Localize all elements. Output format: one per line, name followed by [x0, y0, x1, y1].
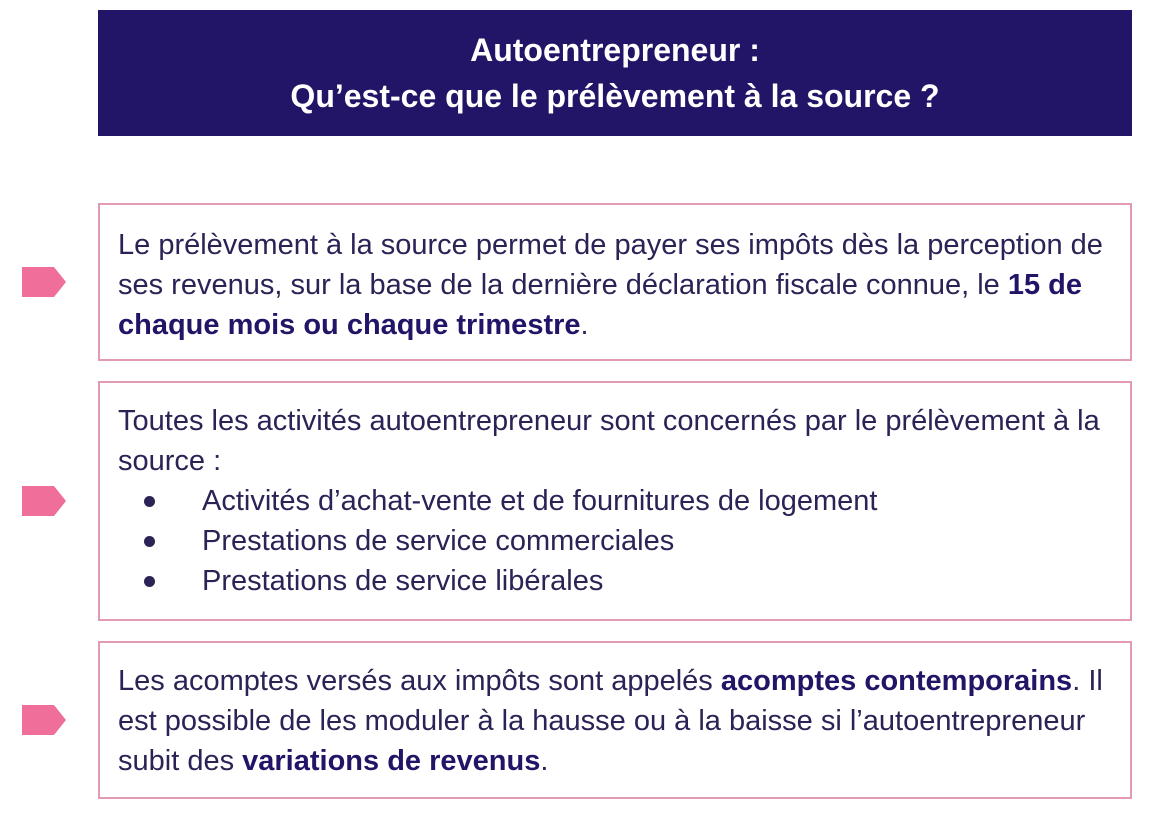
info-box-activities: [98, 381, 1132, 621]
title-line-2: Qu’est-ce que le prélèvement à la source ?: [290, 78, 940, 114]
activities-list: [118, 481, 1112, 601]
list-item-text: Activités d’achat-vente et de fournitures de logement: [202, 485, 878, 517]
box1-text-a: Le prélèvement à la source permet de payer ses impôts dès la perception de ses revenus, sur la base de la dernière déclaration fiscale connue, le: [118, 229, 1103, 301]
list-item: [118, 481, 1112, 521]
pink-tag-arrow-icon: [22, 486, 66, 516]
box3-text-a: Les acomptes versés aux impôts sont appelés: [118, 665, 721, 697]
box3-text-b: . Il est possible de les moduler à la hausse ou à la baisse si l’autoentrepreneur subit des: [118, 665, 1103, 777]
pink-tag-arrow-icon: [22, 705, 66, 735]
box3-bold-a: acomptes contemporains: [720, 665, 1073, 697]
list-item-text: Prestations de service commerciales: [202, 525, 675, 557]
list-item: [118, 561, 1112, 601]
box1-bold-a: 15 de chaque mois ou chaque trimestre: [118, 269, 1083, 341]
title-line-1: Autoentrepreneur :: [470, 32, 760, 68]
bullet-dot-icon: [144, 536, 155, 547]
info-box-withholding: [98, 203, 1132, 361]
slide-title: [98, 10, 1132, 136]
box3-bold-b: variations de revenus: [242, 745, 541, 777]
pink-tag-arrow-icon: [22, 267, 66, 297]
box2-intro: Toutes les activités autoentrepreneur sont concernés par le prélèvement à la source :: [118, 405, 1100, 477]
list-item-text: Prestations de service libérales: [202, 565, 604, 597]
bullet-dot-icon: [144, 496, 155, 507]
bullet-dot-icon: [144, 576, 155, 587]
info-box-installments: [98, 641, 1132, 799]
box1-text-b: .: [580, 309, 589, 341]
box3-text-c: .: [540, 745, 549, 777]
list-item: [118, 521, 1112, 561]
